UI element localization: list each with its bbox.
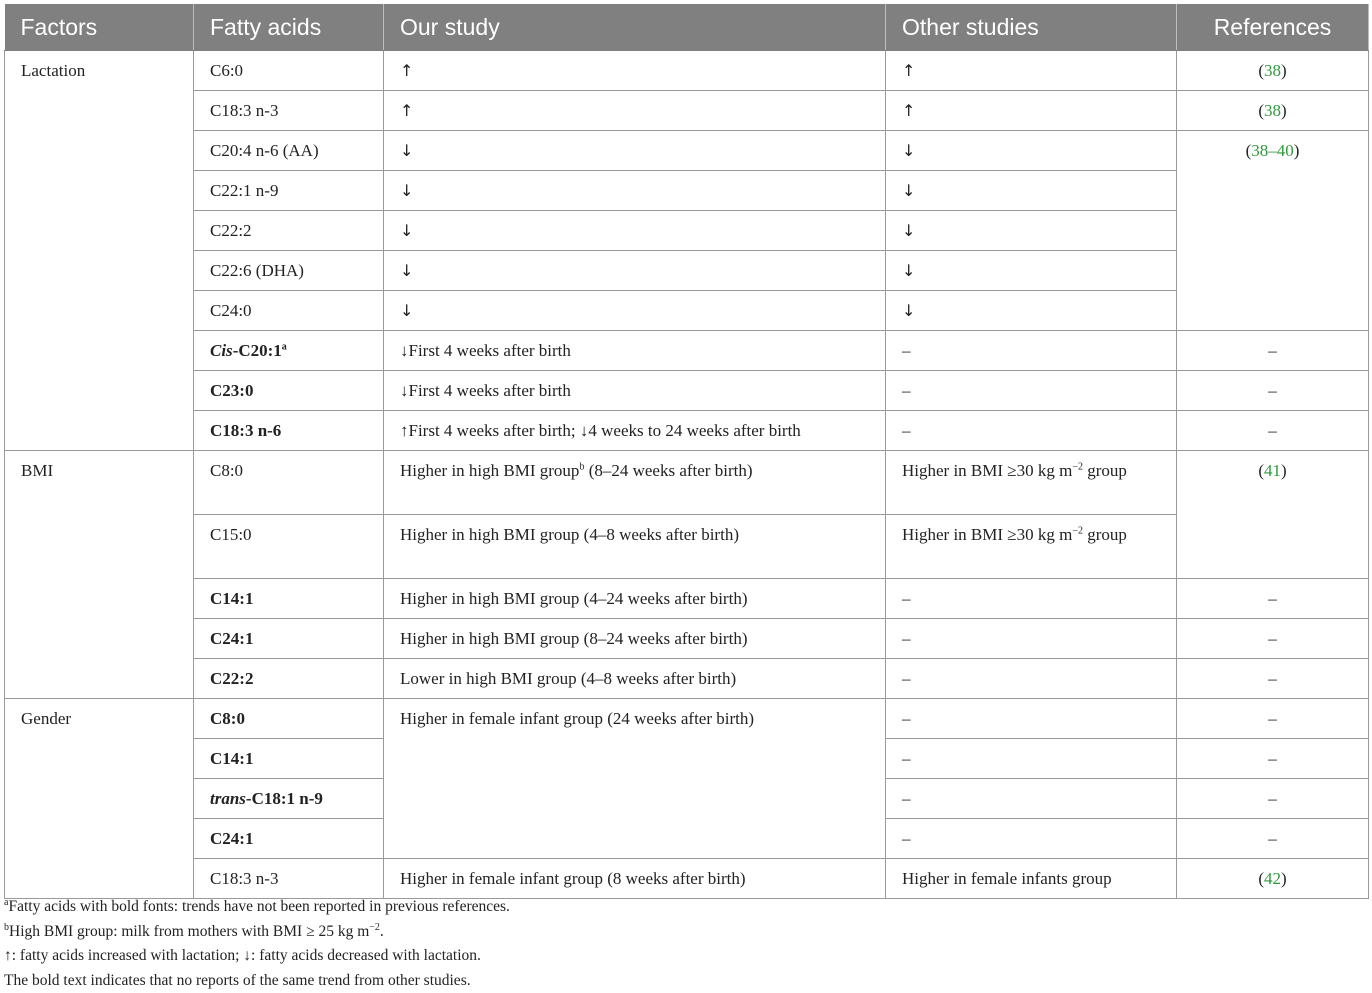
down-arrow-icon: ↓ xyxy=(902,141,915,160)
other-study-cell: – xyxy=(886,779,1177,819)
reference-link[interactable]: 38 xyxy=(1264,101,1281,120)
footnote-b: $^b$High BMI group: milk from mothers with BMI ≥ 25 kg $m^{-2}$. xyxy=(4,920,1368,945)
down-arrow-icon: ↓ xyxy=(400,141,413,160)
other-study-cell: Higher in female infants group xyxy=(886,859,1177,899)
acid-cell: Cis-C20:1$^a$ xyxy=(194,331,384,371)
acid-cell: C18:3 n-6 xyxy=(194,411,384,451)
acid-cell: C22:2 xyxy=(194,659,384,699)
reference-cell: – xyxy=(1177,659,1369,699)
down-arrow-icon: ↓ xyxy=(902,181,915,200)
reference-cell: (38) xyxy=(1177,91,1369,131)
up-arrow-icon: ↑ xyxy=(400,101,413,120)
our-study-cell xyxy=(384,251,886,291)
other-study-cell xyxy=(886,51,1177,91)
our-study-cell xyxy=(384,171,886,211)
our-study-cell: Higher in female infant group (24 weeks after birth) xyxy=(384,699,886,859)
table-row xyxy=(5,331,1369,371)
header-references: References xyxy=(1177,4,1369,51)
table-row xyxy=(5,699,1369,739)
table-row xyxy=(5,171,1369,211)
acid-cell: C6:0 xyxy=(194,51,384,91)
other-study-cell: Higher in BMI ≥30 kg $m^{-2}$ group xyxy=(886,515,1177,579)
reference-cell: – xyxy=(1177,619,1369,659)
our-study-cell: Higher in high BMI group (8–24 weeks after birth) xyxy=(384,619,886,659)
other-study-cell: – xyxy=(886,659,1177,699)
our-study-cell: ↓First 4 weeks after birth xyxy=(384,371,886,411)
reference-cell: (38–40) xyxy=(1177,131,1369,331)
table-row xyxy=(5,515,1369,579)
acid-cell: C23:0 xyxy=(194,371,384,411)
down-arrow-icon: ↓ xyxy=(902,221,915,240)
reference-cell: – xyxy=(1177,739,1369,779)
other-study-cell xyxy=(886,211,1177,251)
reference-link[interactable]: 42 xyxy=(1264,869,1281,888)
other-study-cell xyxy=(886,91,1177,131)
table-row xyxy=(5,659,1369,699)
reference-cell: (42) xyxy=(1177,859,1369,899)
table-row xyxy=(5,619,1369,659)
our-study-cell xyxy=(384,211,886,251)
down-arrow-icon: ↓ xyxy=(400,221,413,240)
factor-cell: Gender xyxy=(5,699,194,899)
header-fatty-acids: Fatty acids xyxy=(194,4,384,51)
our-study-cell: Higher in high BMI group$^b$ (8–24 weeks after birth) xyxy=(384,451,886,515)
acid-cell: C8:0 xyxy=(194,699,384,739)
acid-cell: C18:3 n-3 xyxy=(194,859,384,899)
acid-cell: C22:6 (DHA) xyxy=(194,251,384,291)
table-row xyxy=(5,91,1369,131)
table-row xyxy=(5,291,1369,331)
other-study-cell xyxy=(886,251,1177,291)
header-row xyxy=(5,4,1369,51)
other-study-cell: – xyxy=(886,699,1177,739)
footnote-a: $^a$Fatty acids with bold fonts: trends have not been reported in previous references. xyxy=(4,895,1368,920)
acid-cell: C24:1 xyxy=(194,819,384,859)
our-study-cell xyxy=(384,291,886,331)
other-study-cell xyxy=(886,131,1177,171)
table-footnotes xyxy=(4,895,1368,993)
our-study-cell: Higher in high BMI group (4–24 weeks after birth) xyxy=(384,579,886,619)
other-study-cell: – xyxy=(886,371,1177,411)
up-arrow-icon: ↑ xyxy=(400,61,413,80)
reference-cell: – xyxy=(1177,331,1369,371)
reference-link[interactable]: 41 xyxy=(1264,461,1281,480)
acid-cell: trans-C18:1 n-9 xyxy=(194,779,384,819)
factor-cell: Lactation xyxy=(5,51,194,451)
reference-cell: – xyxy=(1177,699,1369,739)
our-study-cell xyxy=(384,51,886,91)
up-arrow-icon: ↑ xyxy=(902,101,915,120)
header-other-studies: Other studies xyxy=(886,4,1177,51)
footnote-arrows: ↑: fatty acids increased with lactation; ↓: fatty acids decreased with lactation. xyxy=(4,944,1368,969)
other-study-cell xyxy=(886,171,1177,211)
our-study-cell: ↑First 4 weeks after birth; ↓4 weeks to 24 weeks after birth xyxy=(384,411,886,451)
table-row xyxy=(5,411,1369,451)
acid-cell: C20:4 n-6 (AA) xyxy=(194,131,384,171)
fatty-acid-table-container xyxy=(4,4,1368,899)
down-arrow-icon: ↓ xyxy=(902,261,915,280)
down-arrow-icon: ↓ xyxy=(400,181,413,200)
down-arrow-icon: ↓ xyxy=(400,261,413,280)
our-study-cell xyxy=(384,91,886,131)
reference-cell: – xyxy=(1177,411,1369,451)
our-study-cell xyxy=(384,131,886,171)
table-row xyxy=(5,251,1369,291)
down-arrow-icon: ↓ xyxy=(400,301,413,320)
our-study-cell: Lower in high BMI group (4–8 weeks after birth) xyxy=(384,659,886,699)
up-arrow-icon: ↑ xyxy=(902,61,915,80)
other-study-cell: – xyxy=(886,739,1177,779)
acid-cell: C24:0 xyxy=(194,291,384,331)
our-study-cell: Higher in female infant group (8 weeks after birth) xyxy=(384,859,886,899)
reference-cell: (38) xyxy=(1177,51,1369,91)
table-row xyxy=(5,51,1369,91)
table-row xyxy=(5,211,1369,251)
other-study-cell: – xyxy=(886,579,1177,619)
reference-cell: – xyxy=(1177,579,1369,619)
other-study-cell: – xyxy=(886,819,1177,859)
factor-cell: BMI xyxy=(5,451,194,699)
acid-cell: C22:2 xyxy=(194,211,384,251)
table-row xyxy=(5,451,1369,515)
our-study-cell: Higher in high BMI group (4–8 weeks after birth) xyxy=(384,515,886,579)
acid-cell: C14:1 xyxy=(194,739,384,779)
table-row xyxy=(5,579,1369,619)
reference-link[interactable]: 38 xyxy=(1264,61,1281,80)
reference-cell: (41) xyxy=(1177,451,1369,579)
other-study-cell: Higher in BMI ≥30 kg $m^{-2}$ group xyxy=(886,451,1177,515)
other-study-cell: – xyxy=(886,411,1177,451)
down-arrow-icon: ↓ xyxy=(902,301,915,320)
acid-cell: C15:0 xyxy=(194,515,384,579)
our-study-cell: ↓First 4 weeks after birth xyxy=(384,331,886,371)
header-factors: Factors xyxy=(5,4,194,51)
reference-cell: – xyxy=(1177,819,1369,859)
acid-cell: C8:0 xyxy=(194,451,384,515)
acid-cell: C24:1 xyxy=(194,619,384,659)
table-row xyxy=(5,131,1369,171)
other-study-cell: – xyxy=(886,331,1177,371)
header-our-study: Our study xyxy=(384,4,886,51)
reference-link[interactable]: 38–40 xyxy=(1251,141,1294,160)
reference-cell: – xyxy=(1177,371,1369,411)
table-row xyxy=(5,859,1369,899)
acid-cell: C22:1 n-9 xyxy=(194,171,384,211)
footnote-bold: The bold text indicates that no reports of the same trend from other studies. xyxy=(4,969,1368,993)
reference-cell: – xyxy=(1177,779,1369,819)
fatty-acid-table xyxy=(4,4,1369,899)
acid-cell: C14:1 xyxy=(194,579,384,619)
other-study-cell xyxy=(886,291,1177,331)
other-study-cell: – xyxy=(886,619,1177,659)
table-row xyxy=(5,371,1369,411)
acid-cell: C18:3 n-3 xyxy=(194,91,384,131)
